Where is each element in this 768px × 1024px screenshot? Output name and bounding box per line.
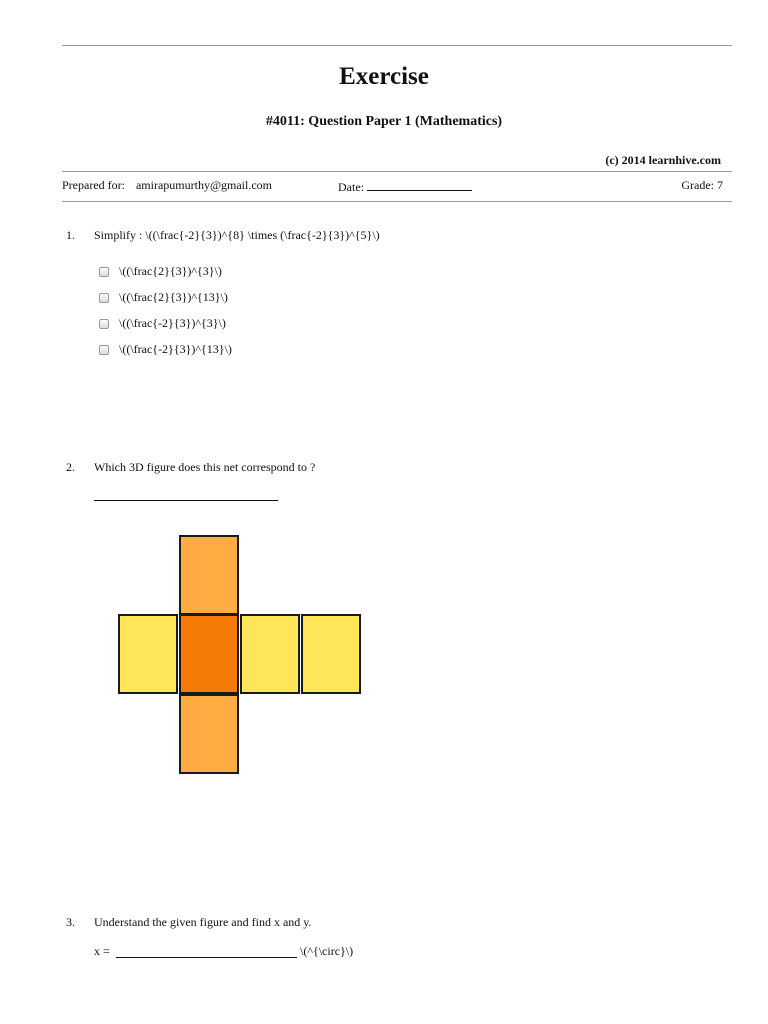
date-field <box>338 178 472 195</box>
option-label: \((\frac{2}{3})^{3}\) <box>119 264 222 278</box>
question-3-number: 3. <box>66 915 75 929</box>
question-1-option <box>99 264 222 279</box>
net-face-right <box>240 614 300 694</box>
net-face-bottom <box>179 694 239 774</box>
page-title: Exercise <box>339 63 429 90</box>
prepared-for <box>62 178 272 193</box>
question-1-option <box>99 342 232 357</box>
top-rule <box>62 45 732 46</box>
x-degree-suffix: \(^{\circ}\) <box>300 944 354 958</box>
x-answer-line[interactable] <box>116 957 297 958</box>
question-1-option <box>99 316 226 331</box>
date-label: Date: <box>338 180 364 194</box>
option-label: \((\frac{-2}{3})^{13}\) <box>119 342 232 356</box>
question-3-text: Understand the given figure and find x and y. <box>94 915 312 929</box>
net-face-far-right <box>301 614 361 694</box>
question-2-text: Which 3D figure does this net correspond to ? <box>94 460 316 474</box>
grade-label: Grade: 7 <box>681 178 723 192</box>
question-1-number: 1. <box>66 228 75 242</box>
question-2-answer-line[interactable] <box>94 500 278 501</box>
option-label: \((\frac{2}{3})^{13}\) <box>119 290 228 304</box>
option-checkbox[interactable] <box>99 345 109 355</box>
option-label: \((\frac{-2}{3})^{3}\) <box>119 316 226 330</box>
info-bottom-rule <box>62 201 732 202</box>
option-checkbox[interactable] <box>99 319 109 329</box>
prepared-for-label: Prepared for: <box>62 178 125 192</box>
prepared-for-email: amirapumurthy@gmail.com <box>135 178 273 192</box>
question-1-text: Simplify : \((\frac{-2}{3})^{8} \times (\frac{-2}{3})^{5}\) <box>94 228 380 242</box>
copyright-text: (c) 2014 learnhive.com <box>605 153 721 167</box>
paper-subtitle: #4011: Question Paper 1 (Mathematics) <box>265 114 503 129</box>
question-1-option <box>99 290 228 305</box>
net-face-top <box>179 535 239 615</box>
net-face-left <box>118 614 178 694</box>
x-answer-label: x = <box>94 944 110 958</box>
option-checkbox[interactable] <box>99 293 109 303</box>
info-top-rule <box>62 171 732 172</box>
date-blank-line[interactable] <box>367 178 472 191</box>
option-checkbox[interactable] <box>99 267 109 277</box>
net-face-center <box>179 614 239 694</box>
question-2-number: 2. <box>66 460 75 474</box>
